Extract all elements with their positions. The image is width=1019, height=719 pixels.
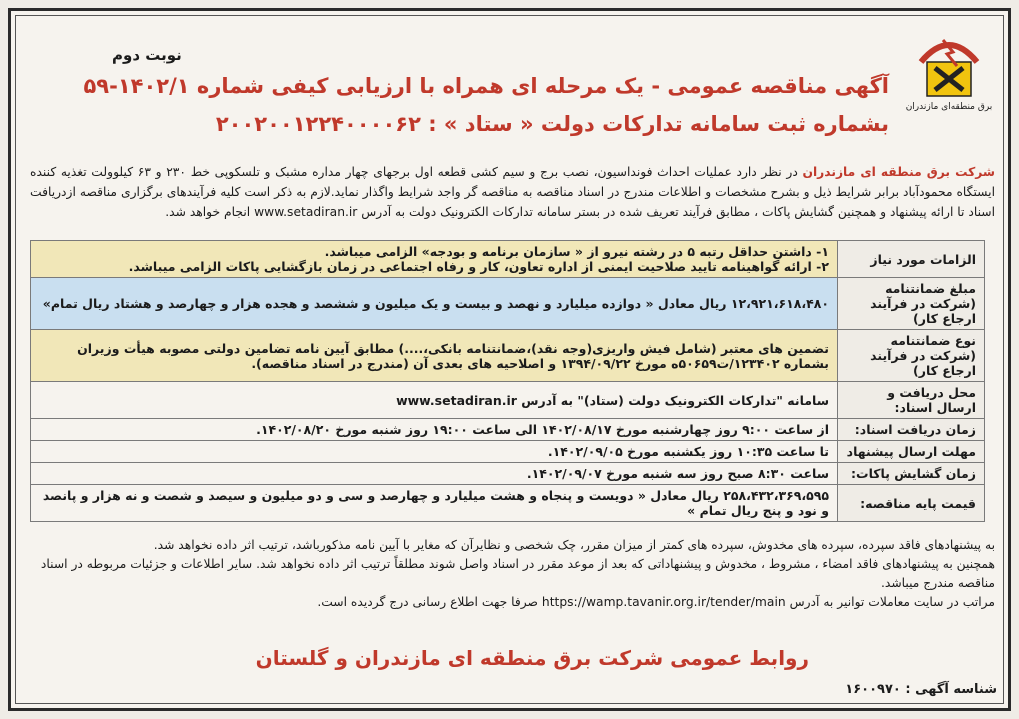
intro-text: در نظر دارد عملیات احداث فونداسیون، نصب برج و سیم کشی قطعه اول برجهای چهار مداره مشبک و تلسکوپی خط ۲۳۰ و ۶۳ کیلوولت تغذیه کننده ایستگاه محمودآباد برابر شرایط ذیل و بشرح مشخصات و اطلاعات مندرج در اسناد مناقصه به مناقصه گر واجد شرایط واگذار نماید.لازم به ذکر است کلیه فرآیندهای برگزاری مناقصه ازدریافت اسناد تا ارائه پیشنهاد و همچنین گشایش پاکات ، مطابق فرآیند تعریف شده در بستر سامانه تدارکات الکترونیک دولت به آدرس www.setadiran.ir انجام خواهد شد. xyxy=(30,165,995,219)
row-value: سامانه "تدارکات الکترونیک دولت (ستاد)" به آدرس www.setadiran.ir xyxy=(31,382,838,419)
table-row xyxy=(31,485,985,522)
row-label: زمان گشایش پاکات: xyxy=(838,463,985,485)
row-label: مهلت ارسال پیشنهاد xyxy=(838,441,985,463)
row-value: ۲۵۸،۴۳۲،۳۶۹،۵۹۵ ریال معادل « دویست و پنجاه و هشت میلیارد و چهارصد و سی و دو میلیون و سیصد و شصت و نه هزار و پانصد و نود و پنج ریال تمام » xyxy=(31,485,838,522)
note-line: همچنین به پیشنهادهای فاقد امضاء ، مشروط ، مخدوش و پیشنهاداتی که بعد از موعد مقرر در اسناد واصل شوند مطلقاً ترتیب اثر داده نخواهد شد. سایر اطلاعات و جزئیات مربوطه در اسناد مناقصه مندرج میباشد. xyxy=(40,557,995,590)
requirement-line: ۱- داشتن حداقل رتبه ۵ در رشته نیرو از « سازمان برنامه و بودجه» الزامی میباشد. xyxy=(324,244,829,259)
tender-details-table xyxy=(30,240,985,522)
notes xyxy=(30,536,995,612)
requirement-line: ۲- ارائه گواهینامه تایید صلاحیت ایمنی از اداره تعاون، کار و رفاه اجتماعی در زمان بازگشایی پاکات الزامی میباشد. xyxy=(128,259,829,274)
row-label: محل دریافت و ارسال اسناد: xyxy=(838,382,985,419)
table-row xyxy=(31,419,985,441)
note-line: به پیشنهادهای فاقد سپرده، سپرده های مخدوش، سپرده های کمتر از میزان مقرر، چک شخصی و نظایرآن که مغایر با آیین نامه مذکورباشد، ترتیب اثر داده نخواهد شد. xyxy=(153,538,995,552)
logo-caption: برق منطقه‌ای مازندران xyxy=(905,102,993,112)
table-row xyxy=(31,382,985,419)
row-label: قیمت پایه مناقصه: xyxy=(838,485,985,522)
setad-registration-number: بشماره ثبت سامانه تدارکات دولت « ستاد » : ۲۰۰۲۰۰۱۲۲۴۰۰۰۰۶۲ xyxy=(215,112,889,136)
table-row xyxy=(31,241,985,278)
row-label: نوع ضمانتنامه (شرکت در فرآیند ارجاع کار) xyxy=(838,330,985,382)
publication-round: نوبت دوم xyxy=(112,46,182,64)
table-row xyxy=(31,463,985,485)
row-label: الزامات مورد نیاز xyxy=(838,241,985,278)
table-row xyxy=(31,441,985,463)
logo xyxy=(901,22,997,112)
row-value: ۱۲،۹۲۱،۶۱۸،۴۸۰ ریال معادل « دوازده میلیارد و نهصد و بیست و یک میلیون و ششصد و هجده هزار و چهارصد و هشتاد ریال تمام» xyxy=(31,278,838,330)
public-relations-signature: روابط عمومی شرکت برق منطقه ای مازندران و گلستان xyxy=(255,646,809,670)
row-value: از ساعت ۹:۰۰ روز چهارشنبه مورخ ۱۴۰۲/۰۸/۱۷ الی ساعت ۱۹:۰۰ روز شنبه مورخ ۱۴۰۲/۰۸/۲۰. xyxy=(31,419,838,441)
row-label: مبلغ ضمانتنامه (شرکت در فرآیند ارجاع کار) xyxy=(838,278,985,330)
table-row xyxy=(31,278,985,330)
note-line: مراتب در سایت معاملات توانیر به آدرس https://wamp.tavanir.org.ir/tender/main صرفا جهت اطلاع رسانی درج گردیده است. xyxy=(317,595,995,609)
notice-id: شناسه آگهی : ۱۶۰۰۹۷۰ xyxy=(845,682,997,697)
row-value: تا ساعت ۱۰:۳۵ روز یکشنبه مورخ ۱۴۰۲/۰۹/۰۵. xyxy=(31,441,838,463)
row-value: تضمین های معتبر (شامل فیش واریزی(وجه نقد)،ضمانتنامه بانکی،....) مطابق آیین نامه تضامین دولتی مصوبه هیأت وزیران بشماره ۱۲۳۴۰۲/ت۵۰۶۵۹ه مورخ ۱۳۹۴/۰۹/۲۲ و اصلاحیه های بعدی آن (مندرج در اسناد مناقصه). xyxy=(31,330,838,382)
row-value: ساعت ۸:۳۰ صبح روز سه شنبه مورخ ۱۴۰۲/۰۹/۰۷. xyxy=(31,463,838,485)
intro-paragraph xyxy=(30,162,995,222)
company-name: شرکت برق منطقه ای مازندران xyxy=(802,165,995,179)
notice-title: آگهی مناقصه عمومی - یک مرحله ای همراه با ارزیابی کیفی شماره ۱۴۰۲/۱-۵۹ xyxy=(83,74,889,98)
row-value xyxy=(31,241,838,278)
row-label: زمان دریافت اسناد: xyxy=(838,419,985,441)
tavanir-logo-icon xyxy=(913,22,985,100)
table-row xyxy=(31,330,985,382)
